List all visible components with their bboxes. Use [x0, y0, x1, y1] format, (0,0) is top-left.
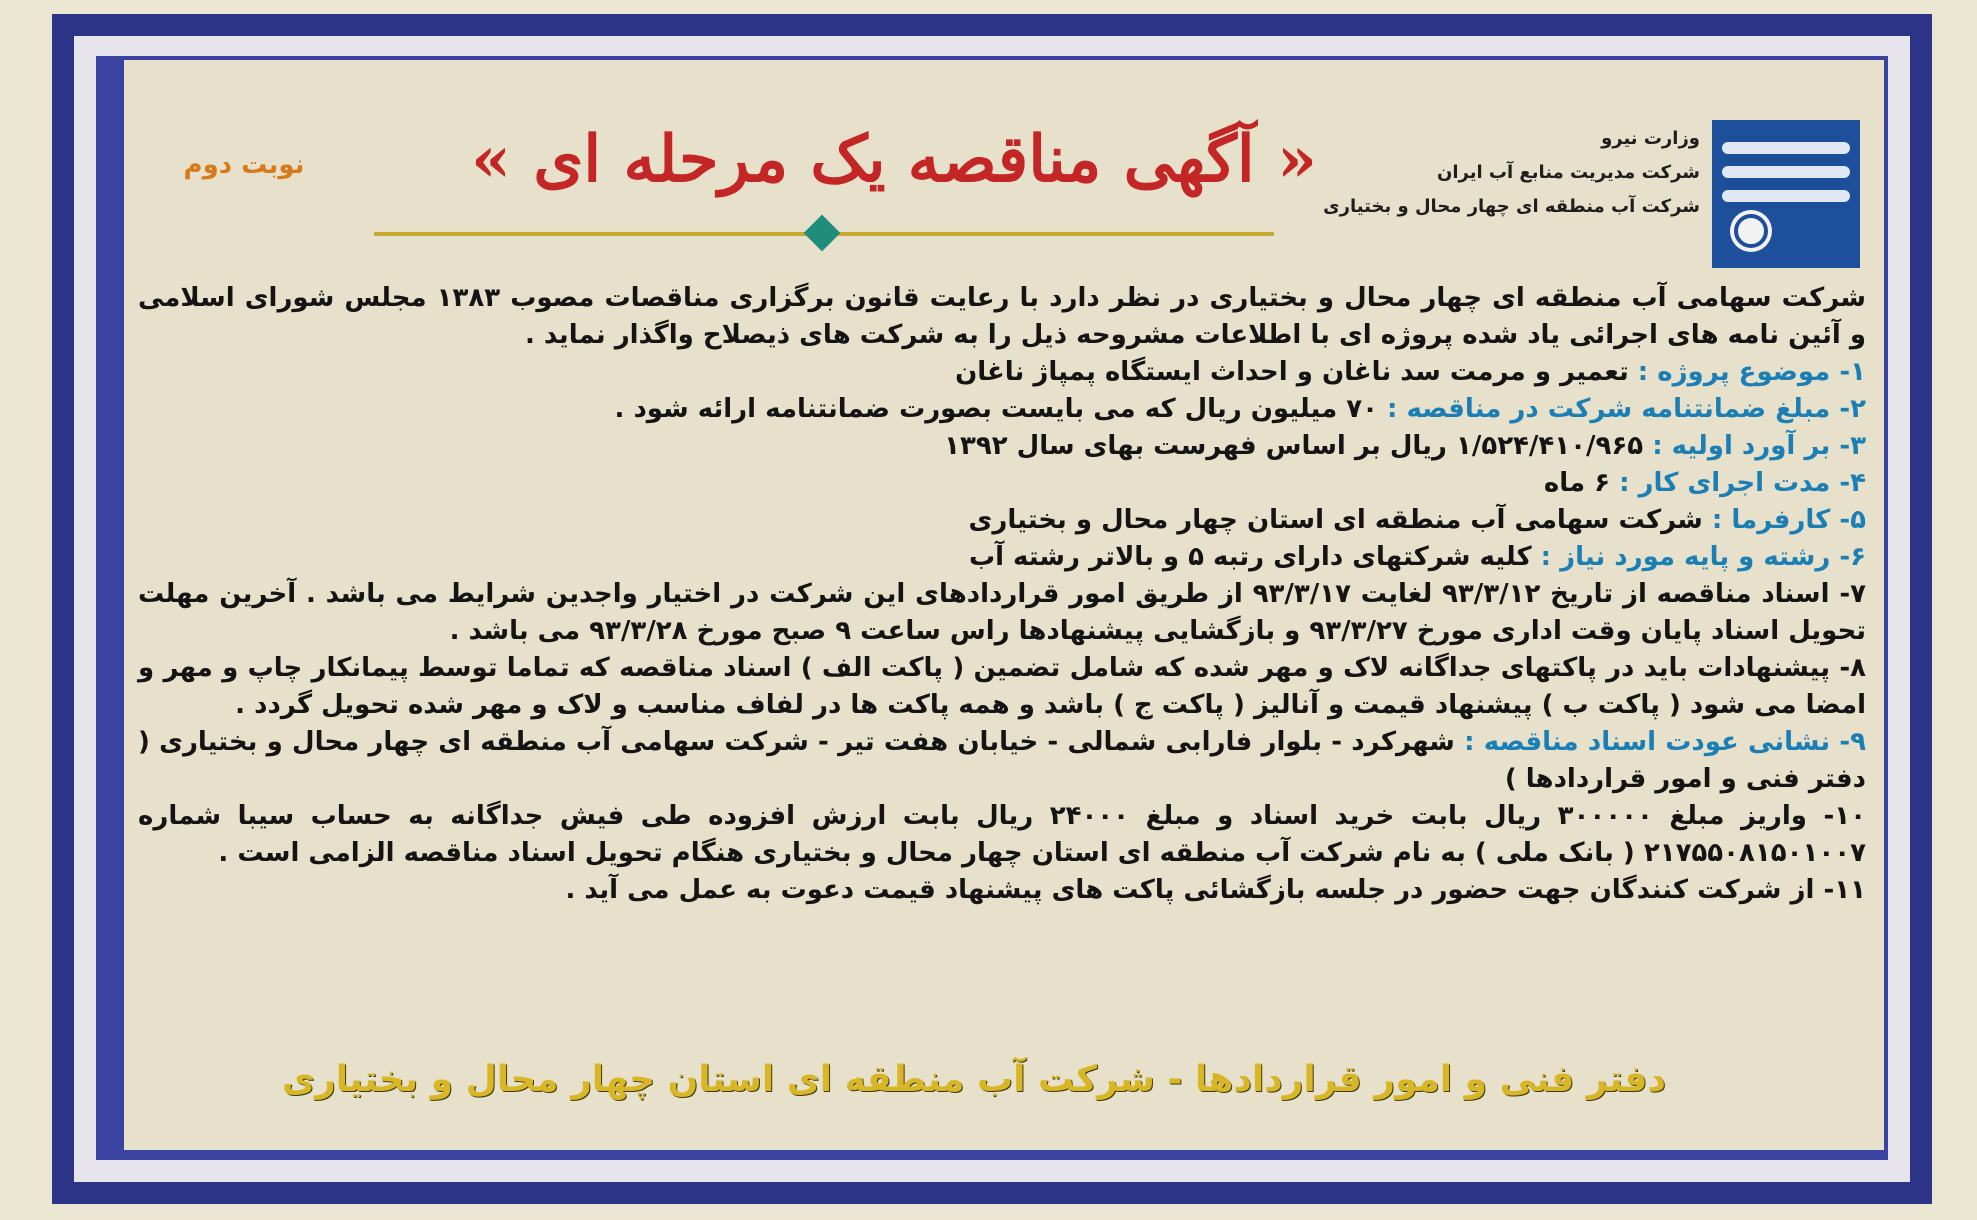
footer-signature: دفتر فنی و امور قراردادها - شرکت آب منطقه ای استان چهار محال و بختیاری	[282, 1059, 1666, 1100]
round-badge: نوبت دوم	[183, 150, 305, 180]
notice-item	[138, 539, 1866, 576]
notice-item	[138, 502, 1866, 539]
org-line-1: وزارت نیرو	[1601, 128, 1700, 149]
intro-paragraph: شرکت سهامی آب منطقه ای چهار محال و بختیاری در نظر دارد با رعایت قانون برگزاری مناقصات مصوب ۱۳۸۳ مجلس شورای اسلامی و آئین نامه های اجرائی یاد شده پروژه ای با اطلاعات مشروحه ذیل را به شرکت های ذیصلاح واگذار نماید .	[138, 283, 1867, 350]
notice-item	[138, 650, 1866, 724]
notice-item-label: ۵- کارفرما :	[1702, 505, 1866, 535]
notice-item-text: ۱۰- واریز مبلغ ۳۰۰۰۰۰ ریال بابت خرید اسناد و مبلغ ۲۴۰۰۰ ریال بابت ارزش افزوده طی فیش جداگانه به حساب سیبا شماره ۲۱۷۵۵۰۸۱۵۰۱۰۰۷ ( بانک ملی ) به نام شرکت آب منطقه ای استان چهار محال و بختیاری هنگام تحویل اسناد مناقصه الزامی است .	[138, 801, 1867, 868]
water-waves-logo-icon	[1712, 120, 1860, 268]
notice-item-text: ۷- اسناد مناقصه از تاریخ ۹۳/۳/۱۲ لغایت ۹۳/۳/۱۷ از طریق امور قراردادهای این شرکت در اختیار واجدین شرایط می باشد . آخرین مهلت تحویل اسناد پایان وقت اداری مورخ ۹۳/۳/۲۷ و بازگشایی پیشنهادها راس ساعت ۹ صبح مورخ ۹۳/۳/۲۸ می باشد .	[138, 579, 1866, 646]
notice-item	[138, 354, 1866, 391]
notice-item-label: ۶- رشته و پایه مورد نیاز :	[1531, 542, 1866, 572]
divider-diamond-icon	[804, 215, 841, 252]
notice-item-text: ۱۱- از شرکت کنندگان جهت حضور در جلسه بازگشائی پاکت های پیشنهاد قیمت دعوت به عمل می آید .	[565, 875, 1866, 905]
notice-item	[138, 465, 1866, 502]
notice-item-text: ۶ ماه	[1543, 468, 1611, 498]
notice-item	[138, 391, 1866, 428]
notice-item-label: ۱- موضوع پروژه :	[1628, 357, 1866, 387]
notice-item-text: ۸- پیشنهادات باید در پاکتهای جداگانه لاک و مهر شده که شامل تضمین ( پاکت الف ) اسناد مناقصه که تماما توسط پیمانکار چاپ و مهر و امضا می شود ( پاکت ب ) پیشنهاد قیمت و آنالیز ( پاکت ج ) باشد و همه پاکت ها در لفاف مناسب و لاک و مهر شده تحویل گردد .	[138, 653, 1866, 720]
notice-item	[138, 428, 1866, 465]
page-title: « آگهی مناقصه یک مرحله ای »	[471, 122, 1317, 197]
notice-item-label: ۲- مبلغ ضمانتنامه شرکت در مناقصه :	[1377, 394, 1866, 424]
notice-item	[138, 724, 1866, 798]
org-line-3: شرکت آب منطقه ای چهار محال و بختیاری	[1323, 196, 1700, 217]
notice-items	[138, 354, 1866, 909]
notice-item-label: ۴- مدت اجرای کار :	[1610, 468, 1866, 498]
notice-item-text: شرکت سهامی آب منطقه ای استان چهار محال و بختیاری	[968, 505, 1703, 535]
notice-item-text: ۷۰ میلیون ریال که می بایست بصورت ضمانتنامه ارائه شود .	[614, 394, 1378, 424]
notice-item	[138, 576, 1866, 650]
notice-item-label: ۳- بر آورد اولیه :	[1643, 431, 1866, 461]
advertisement-content	[124, 60, 1884, 1150]
notice-item-text: تعمیر و مرمت سد ناغان و احداث ایستگاه پمپاژ ناغان	[955, 357, 1629, 387]
notice-item	[138, 798, 1866, 872]
notice-item-text: کلیه شرکتهای دارای رتبه ۵ و بالاتر رشته آب	[968, 542, 1532, 572]
notice-item	[138, 872, 1866, 909]
notice-item-text: ۱/۵۲۴/۴۱۰/۹۶۵ ریال بر اساس فهرست بهای سال ۱۳۹۲	[944, 431, 1644, 461]
notice-item-label: ۹- نشانی عودت اسناد مناقصه :	[1454, 727, 1866, 757]
notice-item-text: شهرکرد - بلوار فارابی شمالی - خیابان هفت تیر - شرکت سهامی آب منطقه ای چهار محال و بختیاری ( دفتر فنی و امور قراردادها )	[138, 727, 1866, 794]
org-line-2: شرکت مدیریت منابع آب ایران	[1436, 162, 1700, 183]
notice-body	[138, 280, 1866, 909]
